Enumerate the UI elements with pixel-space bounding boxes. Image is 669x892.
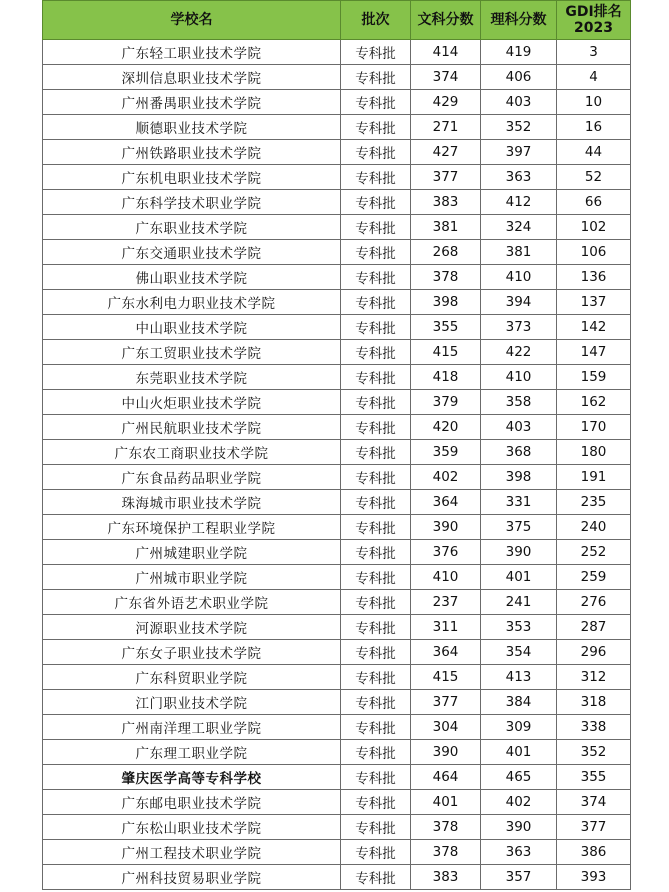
header-science-score: 理科分数 [481,1,557,40]
cell-gdi-rank: 106 [557,240,631,265]
cell-batch: 专科批 [341,65,411,90]
cell-gdi-rank: 191 [557,465,631,490]
table-row [43,840,631,865]
cell-gdi-rank: 374 [557,790,631,815]
cell-gdi-rank: 338 [557,715,631,740]
cell-gdi-rank: 287 [557,615,631,640]
table-row [43,440,631,465]
cell-science-score: 352 [481,115,557,140]
cell-science-score: 390 [481,540,557,565]
cell-batch: 专科批 [341,315,411,340]
cell-school-name: 东莞职业技术学院 [43,365,341,390]
cell-arts-score: 364 [411,640,481,665]
cell-school-name: 广州铁路职业技术学院 [43,140,341,165]
cell-arts-score: 359 [411,440,481,465]
cell-arts-score: 378 [411,840,481,865]
cell-school-name: 广东科贸职业学院 [43,665,341,690]
cell-science-score: 401 [481,740,557,765]
header-gdi-rank-label: GDI排名 [565,4,622,20]
cell-arts-score: 415 [411,340,481,365]
cell-arts-score: 268 [411,240,481,265]
cell-school-name: 中山火炬职业技术学院 [43,390,341,415]
cell-arts-score: 398 [411,290,481,315]
cell-gdi-rank: 355 [557,765,631,790]
cell-gdi-rank: 318 [557,690,631,715]
cell-science-score: 402 [481,790,557,815]
cell-batch: 专科批 [341,665,411,690]
cell-arts-score: 364 [411,490,481,515]
cell-arts-score: 381 [411,215,481,240]
cell-school-name: 广东食品药品职业学院 [43,465,341,490]
cell-science-score: 363 [481,840,557,865]
cell-gdi-rank: 393 [557,865,631,890]
cell-arts-score: 311 [411,615,481,640]
table-row [43,715,631,740]
table-row [43,565,631,590]
cell-science-score: 394 [481,290,557,315]
table-row [43,115,631,140]
cell-arts-score: 378 [411,815,481,840]
cell-gdi-rank: 44 [557,140,631,165]
cell-science-score: 390 [481,815,557,840]
cell-arts-score: 418 [411,365,481,390]
table-row [43,290,631,315]
cell-batch: 专科批 [341,765,411,790]
cell-school-name: 广东工贸职业技术学院 [43,340,341,365]
cell-batch: 专科批 [341,340,411,365]
header-gdi-rank [557,1,631,40]
table-row [43,390,631,415]
cell-science-score: 331 [481,490,557,515]
cell-science-score: 354 [481,640,557,665]
cell-arts-score: 402 [411,465,481,490]
cell-batch: 专科批 [341,240,411,265]
table-row [43,815,631,840]
cell-gdi-rank: 296 [557,640,631,665]
cell-batch: 专科批 [341,265,411,290]
cell-science-score: 412 [481,190,557,215]
cell-batch: 专科批 [341,615,411,640]
score-table-sheet [42,0,630,890]
header-school-name: 学校名 [43,1,341,40]
table-row [43,140,631,165]
cell-school-name: 广东松山职业技术学院 [43,815,341,840]
cell-school-name: 肇庆医学高等专科学校 [43,765,341,790]
cell-arts-score: 414 [411,40,481,65]
cell-science-score: 357 [481,865,557,890]
table-row [43,365,631,390]
cell-school-name: 中山职业技术学院 [43,315,341,340]
cell-gdi-rank: 52 [557,165,631,190]
cell-batch: 专科批 [341,465,411,490]
cell-school-name: 河源职业技术学院 [43,615,341,640]
table-row [43,40,631,65]
cell-gdi-rank: 147 [557,340,631,365]
cell-arts-score: 376 [411,540,481,565]
cell-school-name: 广东邮电职业技术学院 [43,790,341,815]
cell-science-score: 422 [481,340,557,365]
cell-science-score: 358 [481,390,557,415]
table-row [43,340,631,365]
table-row [43,465,631,490]
cell-batch: 专科批 [341,515,411,540]
cell-arts-score: 355 [411,315,481,340]
cell-science-score: 410 [481,365,557,390]
cell-gdi-rank: 102 [557,215,631,240]
cell-science-score: 403 [481,415,557,440]
cell-batch: 专科批 [341,415,411,440]
cell-arts-score: 377 [411,165,481,190]
cell-science-score: 403 [481,90,557,115]
cell-batch: 专科批 [341,815,411,840]
table-body [43,40,631,890]
cell-school-name: 广东科学技术职业学院 [43,190,341,215]
cell-gdi-rank: 10 [557,90,631,115]
cell-gdi-rank: 180 [557,440,631,465]
cell-batch: 专科批 [341,290,411,315]
cell-science-score: 384 [481,690,557,715]
cell-science-score: 398 [481,465,557,490]
header-gdi-rank-year: 2023 [574,20,613,36]
cell-gdi-rank: 240 [557,515,631,540]
cell-science-score: 381 [481,240,557,265]
cell-arts-score: 464 [411,765,481,790]
cell-science-score: 413 [481,665,557,690]
cell-school-name: 佛山职业技术学院 [43,265,341,290]
cell-gdi-rank: 3 [557,40,631,65]
table-row [43,865,631,890]
cell-arts-score: 379 [411,390,481,415]
cell-batch: 专科批 [341,140,411,165]
cell-school-name: 广州科技贸易职业学院 [43,865,341,890]
cell-school-name: 广东水利电力职业技术学院 [43,290,341,315]
cell-gdi-rank: 136 [557,265,631,290]
cell-gdi-rank: 162 [557,390,631,415]
cell-arts-score: 383 [411,190,481,215]
cell-batch: 专科批 [341,740,411,765]
cell-school-name: 广东环境保护工程职业学院 [43,515,341,540]
score-table [42,0,631,890]
cell-school-name: 广东省外语艺术职业学院 [43,590,341,615]
cell-science-score: 410 [481,265,557,290]
cell-gdi-rank: 352 [557,740,631,765]
cell-batch: 专科批 [341,390,411,415]
cell-gdi-rank: 4 [557,65,631,90]
cell-arts-score: 390 [411,515,481,540]
cell-gdi-rank: 235 [557,490,631,515]
cell-gdi-rank: 142 [557,315,631,340]
cell-gdi-rank: 259 [557,565,631,590]
cell-science-score: 465 [481,765,557,790]
cell-school-name: 广东职业技术学院 [43,215,341,240]
table-row [43,65,631,90]
table-row [43,740,631,765]
cell-school-name: 广东女子职业技术学院 [43,640,341,665]
cell-batch: 专科批 [341,215,411,240]
cell-batch: 专科批 [341,165,411,190]
cell-arts-score: 383 [411,865,481,890]
table-row [43,765,631,790]
cell-school-name: 广东理工职业学院 [43,740,341,765]
table-row [43,415,631,440]
table-row [43,515,631,540]
cell-batch: 专科批 [341,40,411,65]
table-row [43,790,631,815]
cell-arts-score: 377 [411,690,481,715]
cell-school-name: 广州南洋理工职业学院 [43,715,341,740]
cell-batch: 专科批 [341,790,411,815]
table-row [43,190,631,215]
table-row [43,590,631,615]
cell-batch: 专科批 [341,90,411,115]
cell-arts-score: 374 [411,65,481,90]
cell-school-name: 江门职业技术学院 [43,690,341,715]
cell-arts-score: 420 [411,415,481,440]
cell-science-score: 309 [481,715,557,740]
cell-arts-score: 271 [411,115,481,140]
cell-science-score: 241 [481,590,557,615]
cell-science-score: 401 [481,565,557,590]
cell-school-name: 广州番禺职业技术学院 [43,90,341,115]
cell-gdi-rank: 312 [557,665,631,690]
cell-batch: 专科批 [341,115,411,140]
table-row [43,540,631,565]
cell-school-name: 广东轻工职业技术学院 [43,40,341,65]
table-row [43,265,631,290]
cell-school-name: 深圳信息职业技术学院 [43,65,341,90]
cell-gdi-rank: 276 [557,590,631,615]
cell-gdi-rank: 252 [557,540,631,565]
cell-school-name: 广东交通职业技术学院 [43,240,341,265]
cell-science-score: 419 [481,40,557,65]
cell-batch: 专科批 [341,365,411,390]
cell-school-name: 珠海城市职业技术学院 [43,490,341,515]
table-row [43,665,631,690]
cell-science-score: 363 [481,165,557,190]
cell-batch: 专科批 [341,490,411,515]
cell-school-name: 广州工程技术职业学院 [43,840,341,865]
cell-school-name: 顺德职业技术学院 [43,115,341,140]
header-batch: 批次 [341,1,411,40]
table-row [43,615,631,640]
cell-science-score: 368 [481,440,557,465]
cell-batch: 专科批 [341,715,411,740]
cell-gdi-rank: 137 [557,290,631,315]
cell-arts-score: 237 [411,590,481,615]
cell-batch: 专科批 [341,640,411,665]
table-row [43,90,631,115]
cell-science-score: 324 [481,215,557,240]
cell-arts-score: 401 [411,790,481,815]
cell-gdi-rank: 16 [557,115,631,140]
table-row [43,240,631,265]
cell-arts-score: 429 [411,90,481,115]
cell-gdi-rank: 66 [557,190,631,215]
table-row [43,215,631,240]
cell-batch: 专科批 [341,440,411,465]
cell-batch: 专科批 [341,540,411,565]
cell-batch: 专科批 [341,840,411,865]
cell-arts-score: 378 [411,265,481,290]
cell-science-score: 406 [481,65,557,90]
header-row [43,1,631,40]
cell-batch: 专科批 [341,565,411,590]
cell-science-score: 353 [481,615,557,640]
cell-batch: 专科批 [341,690,411,715]
cell-gdi-rank: 377 [557,815,631,840]
table-row [43,490,631,515]
cell-arts-score: 415 [411,665,481,690]
cell-batch: 专科批 [341,190,411,215]
cell-gdi-rank: 170 [557,415,631,440]
cell-arts-score: 427 [411,140,481,165]
cell-science-score: 373 [481,315,557,340]
cell-gdi-rank: 386 [557,840,631,865]
cell-school-name: 广东机电职业技术学院 [43,165,341,190]
cell-arts-score: 410 [411,565,481,590]
cell-school-name: 广州民航职业技术学院 [43,415,341,440]
cell-arts-score: 390 [411,740,481,765]
cell-arts-score: 304 [411,715,481,740]
cell-school-name: 广州城市职业学院 [43,565,341,590]
cell-science-score: 375 [481,515,557,540]
cell-school-name: 广州城建职业学院 [43,540,341,565]
cell-batch: 专科批 [341,590,411,615]
header-arts-score: 文科分数 [411,1,481,40]
table-header [43,1,631,40]
cell-batch: 专科批 [341,865,411,890]
table-row [43,640,631,665]
cell-school-name: 广东农工商职业技术学院 [43,440,341,465]
cell-gdi-rank: 159 [557,365,631,390]
table-row [43,315,631,340]
cell-science-score: 397 [481,140,557,165]
table-row [43,165,631,190]
table-row [43,690,631,715]
